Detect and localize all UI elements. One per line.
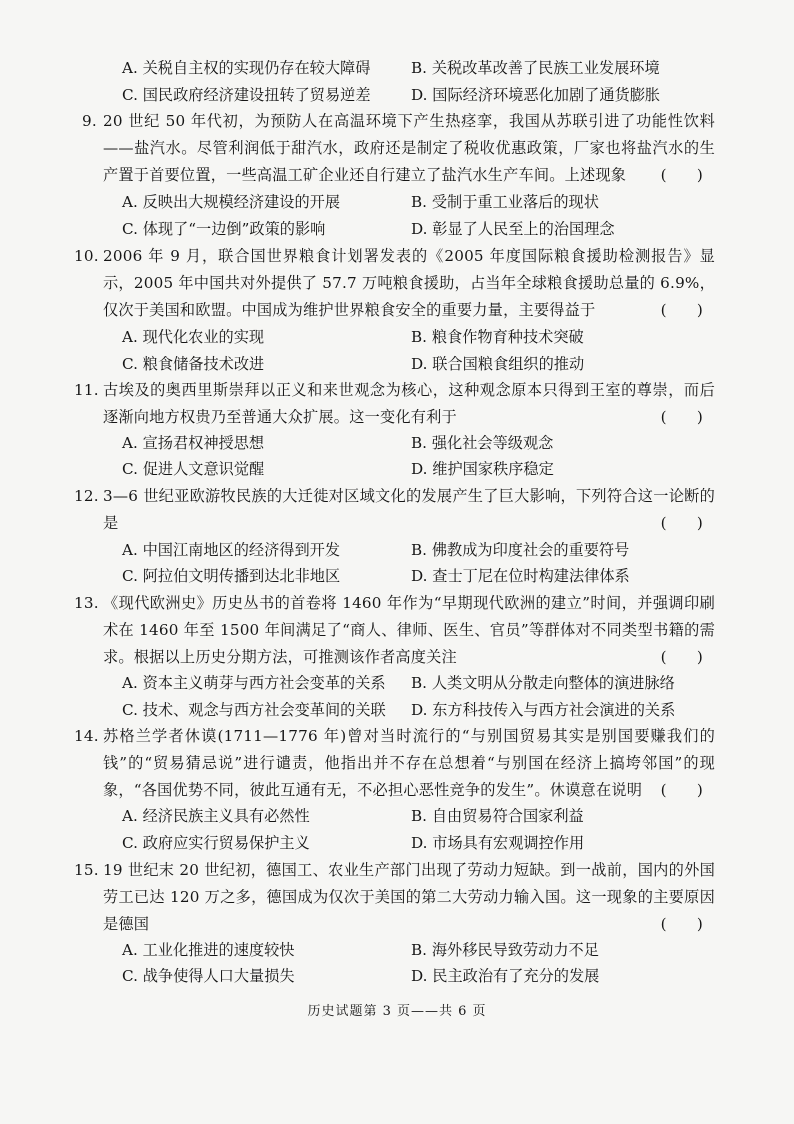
q12-option-b: B. 佛教成为印度社会的重要符号 — [411, 541, 630, 559]
q14-option-b: B. 自由贸易符合国家利益 — [411, 807, 584, 825]
answer-blank: ( ) — [660, 915, 703, 933]
q8-option-a: A. 关税自主权的实现仍存在较大障碍 — [122, 59, 371, 77]
question-text: 20 世纪 50 年代初，为预防人在高温环境下产生热痉挛，我国从苏联引进了功能性饮料——盐汽水。尽管利润低于甜汽水，政府还是制定了税收优惠政策，厂家也将盐汽水的生产置于首要位置，一些高温工矿企业还自行建立了盐汽水生产车间。上述现象 — [103, 112, 715, 184]
q12-option-a: A. 中国江南地区的经济得到开发 — [122, 541, 341, 559]
q14-option-a: A. 经济民族主义具有必然性 — [122, 807, 310, 825]
q8-option-b: B. 关税改革改善了民族工业发展环境 — [411, 59, 660, 77]
question-number: 12. — [74, 487, 99, 505]
q10-option-a: A. 现代化农业的实现 — [122, 328, 265, 346]
question-9 — [82, 108, 715, 189]
question-text: 古埃及的奥西里斯崇拜以正义和来世观念为核心，这种观念原本只得到王室的尊崇，而后逐渐向地方权贵乃至普通大众扩展。这一变化有利于 — [103, 381, 715, 426]
question-text: 3—6 世纪亚欧游牧民族的大迁徙对区域文化的发展产生了巨大影响，下列符合这一论断的是 — [103, 487, 715, 532]
q13-option-b: B. 人类文明从分散走向整体的演进脉络 — [411, 674, 675, 692]
q11-option-b: B. 强化社会等级观念 — [411, 434, 554, 452]
q15-option-b: B. 海外移民导致劳动力不足 — [411, 941, 599, 959]
q14-option-c: C. 政府应实行贸易保护主义 — [122, 834, 310, 852]
q15-option-c: C. 战争使得人口大量损失 — [122, 967, 295, 985]
q14-option-d: D. 市场具有宏观调控作用 — [411, 834, 585, 852]
question-13 — [74, 590, 715, 671]
answer-blank: ( ) — [660, 648, 703, 666]
question-11 — [74, 377, 715, 431]
question-number: 9. — [82, 112, 97, 130]
question-text: 苏格兰学者休谟(1711—1776 年)曾对当时流行的“与别国贸易其实是别国要赚我们的钱”的“贸易猜忌说”进行谴责，他指出并不存在总想着“与别国在经济上搞垮邻国”的现象，“各国优势不同，彼此互通有无，不必担心恶性竞争的发生”。休谟意在说明 — [103, 727, 715, 799]
q10-option-b: B. 粮食作物育种技术突破 — [411, 328, 584, 346]
q11-option-c: C. 促进人文意识觉醒 — [122, 460, 265, 478]
q9-option-d: D. 彰显了人民至上的治国理念 — [411, 220, 615, 238]
answer-blank: ( ) — [660, 781, 703, 799]
q15-option-a: A. 工业化推进的速度较快 — [122, 941, 295, 959]
question-number: 15. — [74, 861, 99, 879]
question-12 — [74, 483, 715, 537]
q11-option-a: A. 宣扬君权神授思想 — [122, 434, 265, 452]
q8-option-d: D. 国际经济环境恶化加剧了通货膨胀 — [411, 86, 661, 104]
q13-option-d: D. 东方科技传入与西方社会演进的关系 — [411, 701, 676, 719]
q12-option-c: C. 阿拉伯文明传播到达北非地区 — [122, 567, 341, 585]
q9-option-b: B. 受制于重工业落后的现状 — [411, 193, 599, 211]
q12-option-d: D. 查士丁尼在位时构建法律体系 — [411, 567, 630, 585]
question-text: 2006 年 9 月，联合国世界粮食计划署发表的《2005 年度国际粮食援助检测报告》显示，2005 年中国共对外提供了 57.7 万吨粮食援助，占当年全球粮食援助总量的 6.9%，仅次于美国和欧盟。中国成为维护世界粮食安全的重要力量，主要得益于 — [103, 247, 715, 319]
answer-blank: ( ) — [660, 166, 703, 184]
answer-blank: ( ) — [660, 514, 703, 532]
answer-blank: ( ) — [660, 408, 703, 426]
q10-option-c: C. 粮食储备技术改进 — [122, 355, 265, 373]
question-14 — [74, 723, 715, 804]
question-10 — [74, 243, 715, 324]
question-number: 11. — [74, 381, 99, 399]
q15-option-d: D. 民主政治有了充分的发展 — [411, 967, 600, 985]
q11-option-d: D. 维护国家秩序稳定 — [411, 460, 554, 478]
q8-option-c: C. 国民政府经济建设扭转了贸易逆差 — [122, 86, 371, 104]
question-text: 19 世纪末 20 世纪初，德国工、农业生产部门出现了劳动力短缺。到一战前，国内的外国劳工已达 120 万之多，德国成为仅次于美国的第二大劳动力输入国。这一现象的主要原因是德国 — [103, 861, 715, 933]
q10-option-d: D. 联合国粮食组织的推动 — [411, 355, 585, 373]
page-footer: 历史试题第 3 页——共 6 页 — [307, 1004, 487, 1019]
q13-option-c: C. 技术、观念与西方社会变革间的关联 — [122, 701, 386, 719]
answer-blank: ( ) — [660, 301, 703, 319]
q9-option-c: C. 体现了“一边倒”政策的影响 — [122, 220, 326, 238]
question-text: 《现代欧洲史》历史丛书的首卷将 1460 年作为“早期现代欧洲的建立”时间，并强调印刷术在 1460 年至 1500 年间满足了“商人、律师、医生、官员”等群体对不同类型书籍的需求。根据以上历史分期方法，可推测该作者高度关注 — [103, 594, 715, 666]
q13-option-a: A. 资本主义萌芽与西方社会变革的关系 — [122, 674, 386, 692]
question-number: 10. — [74, 247, 99, 265]
question-15 — [74, 857, 715, 938]
question-number: 14. — [74, 727, 99, 745]
question-number: 13. — [74, 594, 99, 612]
q9-option-a: A. 反映出大规模经济建设的开展 — [122, 193, 341, 211]
